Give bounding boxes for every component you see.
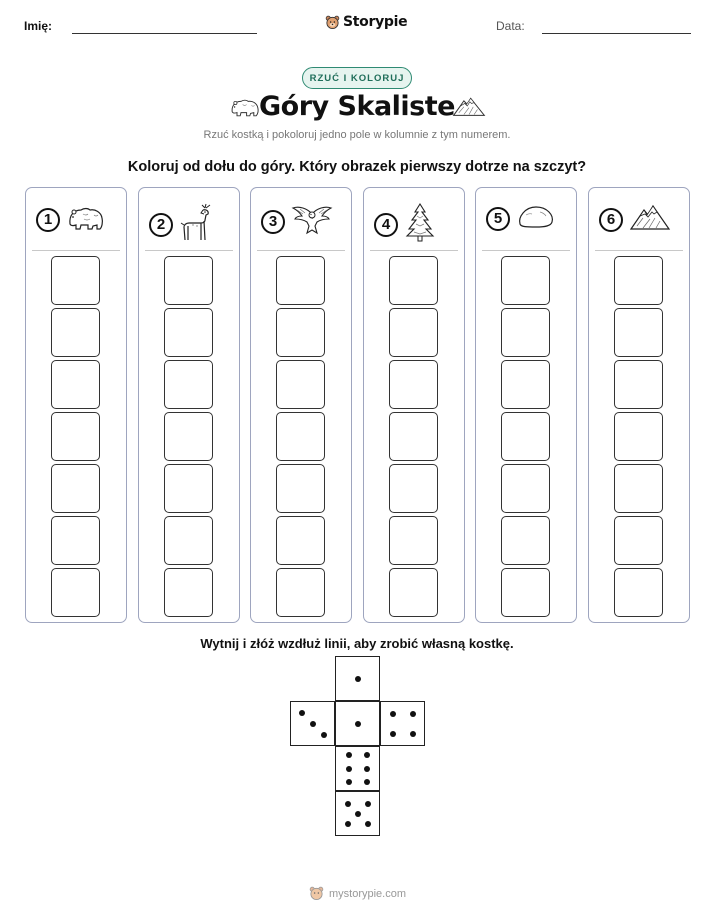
dice-pip <box>355 676 361 682</box>
color-box[interactable] <box>501 516 550 565</box>
dice-column-4 <box>363 187 465 623</box>
storypie-bear-icon <box>325 15 340 30</box>
color-box[interactable] <box>389 516 438 565</box>
column-header <box>149 202 215 247</box>
dice-pip <box>365 821 371 827</box>
dice-column-2 <box>138 187 240 623</box>
dice-column-3 <box>250 187 352 623</box>
footer <box>309 886 406 901</box>
storypie-bear-icon <box>309 886 324 901</box>
color-box[interactable] <box>501 568 550 617</box>
color-box[interactable] <box>614 464 663 513</box>
column-header <box>486 202 556 235</box>
column-number: 4 <box>374 213 398 237</box>
color-box[interactable] <box>614 568 663 617</box>
color-box[interactable] <box>389 360 438 409</box>
column-number: 3 <box>261 210 285 234</box>
date-label: Data: <box>496 19 525 33</box>
dice-pip <box>346 752 352 758</box>
bear-icon <box>66 202 106 237</box>
column-header <box>36 202 106 237</box>
dice-pip <box>321 732 327 738</box>
column-header <box>261 202 333 241</box>
color-box[interactable] <box>164 360 213 409</box>
column-number: 5 <box>486 207 510 231</box>
color-box[interactable] <box>164 464 213 513</box>
dice-face-1 <box>335 701 380 746</box>
color-box[interactable] <box>164 256 213 305</box>
mountain-icon <box>452 94 486 118</box>
column-divider <box>257 250 345 251</box>
color-box[interactable] <box>51 412 100 461</box>
color-box[interactable] <box>614 412 663 461</box>
color-box[interactable] <box>276 360 325 409</box>
color-box[interactable] <box>614 308 663 357</box>
dice-column-6 <box>588 187 690 623</box>
color-box[interactable] <box>276 308 325 357</box>
eagle-icon <box>291 202 333 241</box>
instruction: Koloruj od dołu do góry. Który obrazek pierwszy dotrze na szczyt? <box>127 159 587 175</box>
color-box[interactable] <box>614 360 663 409</box>
dice-pip <box>310 721 316 727</box>
activity-badge: RZUĆ I KOLORUJ <box>302 67 412 89</box>
column-number: 2 <box>149 213 173 237</box>
date-line <box>542 33 691 34</box>
color-box[interactable] <box>51 256 100 305</box>
dice-column-1 <box>25 187 127 623</box>
dice-face-4 <box>380 701 425 746</box>
color-box[interactable] <box>614 516 663 565</box>
brand-logo <box>325 14 407 30</box>
color-box[interactable] <box>51 308 100 357</box>
dice-column-5 <box>475 187 577 623</box>
name-line <box>72 33 257 34</box>
name-label: Imię: <box>24 19 53 33</box>
dice-pip <box>299 710 305 716</box>
color-box[interactable] <box>501 464 550 513</box>
color-box[interactable] <box>276 256 325 305</box>
color-box[interactable] <box>501 412 550 461</box>
cut-instruction: Wytnij i złóż wzdłuż linii, aby zrobić własną kostkę. <box>200 636 514 651</box>
dice-pip <box>390 731 396 737</box>
dice-face-5 <box>335 791 380 836</box>
footer-url: mystorypie.com <box>329 887 407 900</box>
dice-face-3 <box>290 701 335 746</box>
brand-name: Storypie <box>343 14 408 30</box>
column-number: 6 <box>599 208 623 232</box>
dice-pip <box>365 801 371 807</box>
color-box[interactable] <box>164 568 213 617</box>
subtitle: Rzuć kostką i pokoloruj jedno pole w kolumnie z tym numerem. <box>203 129 511 141</box>
column-header <box>374 202 436 247</box>
color-box[interactable] <box>51 464 100 513</box>
column-header <box>599 202 671 237</box>
mountain-icon <box>629 202 671 237</box>
dice-pip <box>355 811 361 817</box>
column-divider <box>482 250 570 251</box>
dice-pip <box>364 779 370 785</box>
color-box[interactable] <box>389 568 438 617</box>
page-title: Góry Skaliste <box>259 91 455 122</box>
dice-pip <box>355 721 361 727</box>
color-box[interactable] <box>51 568 100 617</box>
dice-pip <box>410 731 416 737</box>
color-box[interactable] <box>164 308 213 357</box>
column-divider <box>145 250 233 251</box>
color-box[interactable] <box>51 516 100 565</box>
dice-face-6 <box>335 746 380 791</box>
column-divider <box>32 250 120 251</box>
color-box[interactable] <box>389 256 438 305</box>
dice-pip <box>364 766 370 772</box>
rock-icon <box>516 202 556 235</box>
column-divider <box>595 250 683 251</box>
dice-pip <box>410 711 416 717</box>
color-box[interactable] <box>389 308 438 357</box>
column-number: 1 <box>36 208 60 232</box>
dice-pip <box>346 779 352 785</box>
dice-pip <box>390 711 396 717</box>
dice-face-1 <box>335 656 380 701</box>
color-box[interactable] <box>389 412 438 461</box>
color-box[interactable] <box>51 360 100 409</box>
color-box[interactable] <box>276 464 325 513</box>
color-box[interactable] <box>276 568 325 617</box>
color-box[interactable] <box>389 464 438 513</box>
dice-pip <box>345 801 351 807</box>
column-divider <box>370 250 458 251</box>
color-box[interactable] <box>501 256 550 305</box>
color-box[interactable] <box>164 516 213 565</box>
dice-pip <box>364 752 370 758</box>
pine-tree-icon <box>404 202 436 247</box>
color-box[interactable] <box>276 412 325 461</box>
color-box[interactable] <box>164 412 213 461</box>
color-box[interactable] <box>501 360 550 409</box>
dice-pip <box>345 821 351 827</box>
color-box[interactable] <box>614 256 663 305</box>
dice-pip <box>346 766 352 772</box>
color-box[interactable] <box>276 516 325 565</box>
color-box[interactable] <box>501 308 550 357</box>
deer-icon <box>179 202 215 247</box>
